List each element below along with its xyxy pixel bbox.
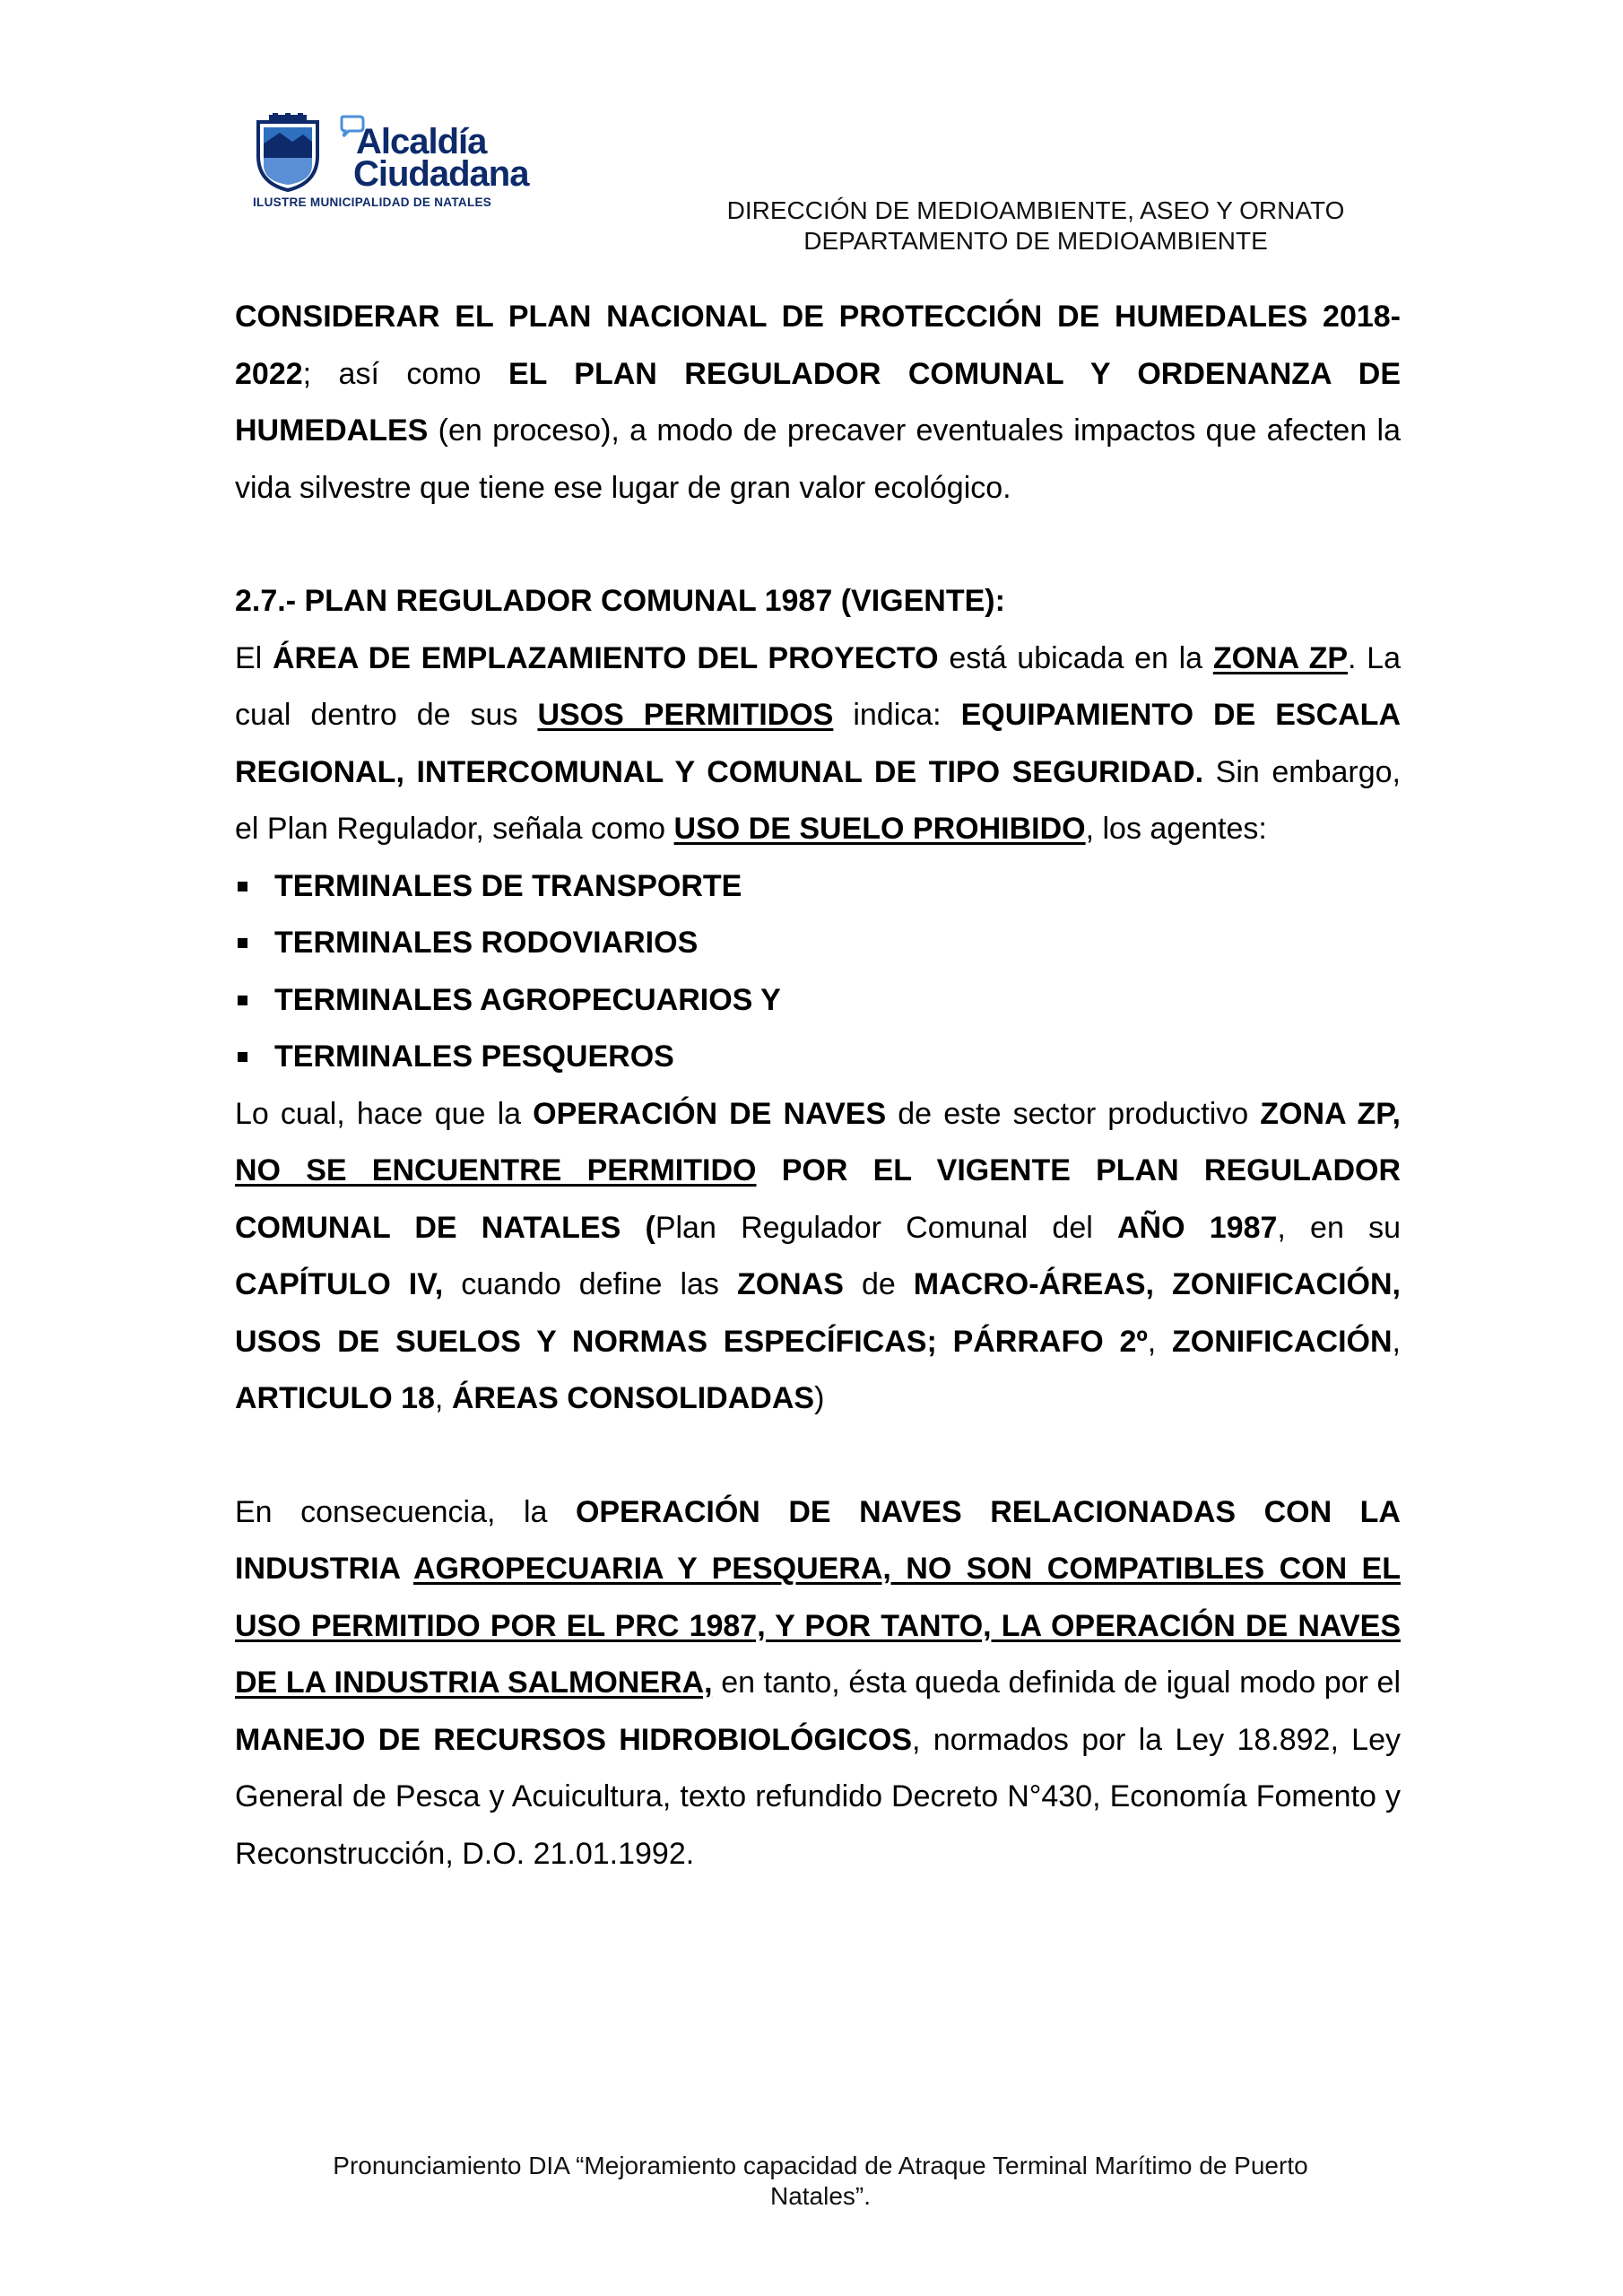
text: ; así como bbox=[302, 356, 508, 391]
text: , bbox=[1147, 1324, 1172, 1359]
text: cuando define las bbox=[443, 1267, 737, 1301]
text: , los agentes: bbox=[1085, 812, 1267, 846]
text: , bbox=[1392, 1324, 1401, 1359]
department-line1: DIRECCIÓN DE MEDIOAMBIENTE, ASEO Y ORNATO bbox=[726, 196, 1345, 224]
footer-line2: Natales”. bbox=[769, 2182, 872, 2210]
list-item-text: TERMINALES DE TRANSPORTE bbox=[274, 868, 742, 903]
list-item bbox=[235, 915, 1401, 972]
text: , en su bbox=[1277, 1210, 1401, 1245]
text: (en proceso), a modo de precaver eventuales impactos que afecten la vida silvestre que tiene ese lugar de gran valor ecológico. bbox=[235, 413, 1401, 505]
municipality-logo bbox=[253, 106, 540, 213]
text-bold: EL PLAN REGULADOR COMUNAL Y ORDENANZA DE HUMEDALES bbox=[235, 356, 1401, 448]
list-item-text: TERMINALES AGROPECUARIOS Y bbox=[274, 982, 781, 1017]
square-bullet-icon bbox=[238, 938, 247, 948]
text: Sin embargo, el Plan Regulador, señala como bbox=[235, 754, 1401, 846]
text-bold: OPERACIÓN DE NAVES bbox=[533, 1096, 887, 1131]
text: En consecuencia, la bbox=[235, 1494, 576, 1529]
text: ) bbox=[814, 1381, 825, 1415]
section-heading bbox=[235, 573, 1401, 631]
department-line2: DEPARTAMENTO DE MEDIOAMBIENTE bbox=[803, 227, 1268, 255]
logo-line2: Ciudadana bbox=[353, 154, 529, 194]
list-item bbox=[235, 858, 1401, 916]
logo-line1: Alcaldía bbox=[356, 122, 487, 161]
text-bold: ARTICULO 18 bbox=[235, 1381, 435, 1415]
logo-tagline: ILUSTRE MUNICIPALIDAD DE NATALES bbox=[253, 196, 492, 209]
text: Plan Regulador Comunal del bbox=[655, 1210, 1117, 1245]
text: , bbox=[434, 1381, 452, 1415]
text-bold: OPERACIÓN DE NAVES RELACIONADAS CON LA INDUSTRIA bbox=[235, 1494, 1401, 1586]
square-bullet-icon bbox=[238, 996, 247, 1005]
text: en tanto, ésta queda definida de igual modo por el bbox=[712, 1665, 1401, 1700]
text-bold-underlined: NO SE ENCUENTRE PERMITIDO bbox=[235, 1153, 757, 1187]
text: está ubicada en la bbox=[938, 640, 1213, 675]
coat-of-arms-icon bbox=[253, 113, 323, 192]
text-bold-underlined: USOS PERMITIDOS bbox=[537, 698, 834, 732]
text-bold: MACRO-ÁREAS, ZONIFICACIÓN, USOS DE SUELOS Y NORMAS ESPECÍFICAS; PÁRRAFO 2º bbox=[235, 1267, 1401, 1359]
text-bold: EQUIPAMIENTO DE ESCALA REGIONAL, INTERCOMUNAL Y COMUNAL DE TIPO SEGURIDAD. bbox=[235, 698, 1402, 789]
paragraph-humedales bbox=[235, 289, 1401, 517]
list-item-text: TERMINALES RODOVIARIOS bbox=[274, 926, 699, 960]
paragraph-zona-zp bbox=[235, 631, 1401, 858]
list-item-text: TERMINALES PESQUEROS bbox=[274, 1039, 674, 1074]
text: Lo cual, hace que la bbox=[235, 1096, 534, 1131]
paragraph-consecuencia bbox=[235, 1484, 1401, 1883]
text-bold: ZONA ZP, bbox=[1260, 1096, 1401, 1131]
text-bold: AÑO 1987 bbox=[1117, 1210, 1278, 1245]
text-bold: ZONAS bbox=[736, 1267, 844, 1301]
text-bold-underlined: USO DE SUELO PROHIBIDO bbox=[673, 812, 1086, 846]
text: . La cual dentro de sus bbox=[235, 640, 1402, 732]
text: de bbox=[843, 1267, 914, 1301]
text-bold: ÁREA DE EMPLAZAMIENTO DEL PROYECTO bbox=[272, 640, 939, 675]
text: indica: bbox=[833, 698, 961, 732]
text: de este sector productivo bbox=[886, 1096, 1261, 1131]
text-bold: ZONIFICACIÓN bbox=[1171, 1324, 1393, 1359]
text-bold-underlined: AGROPECUARIA Y PESQUERA, NO SON COMPATIBLES CON EL USO PERMITIDO POR EL PRC 1987, Y POR TANTO, LA OPERACIÓN DE NAVES DE LA INDUSTRIA SALMONERA, bbox=[235, 1552, 1401, 1700]
text-bold-underlined: ZONA ZP bbox=[1212, 640, 1349, 675]
square-bullet-icon bbox=[238, 882, 247, 891]
document-body bbox=[235, 289, 1401, 1883]
page-footer bbox=[260, 2151, 1381, 2212]
text: , normados por la Ley 18.892, Ley General de Pesca y Acuicultura, texto refundido Decreto N°430, Economía Fomento y Reconstrucción, D.O. 21.01.1992. bbox=[235, 1722, 1401, 1871]
paragraph-operacion-naves bbox=[235, 1086, 1401, 1428]
text-bold: ÁREAS CONSOLIDADAS bbox=[451, 1381, 815, 1415]
footer-line1: Pronunciamiento DIA “Mejoramiento capacidad de Atraque Terminal Marítimo de Puerto bbox=[333, 2152, 1308, 2179]
text-bold: POR EL VIGENTE PLAN REGULADOR COMUNAL DE NATALES ( bbox=[235, 1153, 1401, 1245]
list-item bbox=[235, 1029, 1401, 1086]
list-item bbox=[235, 972, 1401, 1030]
text-bold: CAPÍTULO IV, bbox=[235, 1267, 444, 1301]
section-title: 2.7.- PLAN REGULADOR COMUNAL 1987 (VIGENTE): bbox=[235, 584, 1005, 618]
prohibited-uses-list bbox=[235, 858, 1401, 1086]
square-bullet-icon bbox=[238, 1052, 247, 1062]
text: El bbox=[235, 640, 273, 675]
department-header bbox=[664, 196, 1408, 257]
text-bold: MANEJO DE RECURSOS HIDROBIOLÓGICOS bbox=[235, 1722, 913, 1757]
text-bold: CONSIDERAR EL PLAN NACIONAL DE PROTECCIÓN DE HUMEDALES 2018-2022 bbox=[235, 300, 1401, 391]
